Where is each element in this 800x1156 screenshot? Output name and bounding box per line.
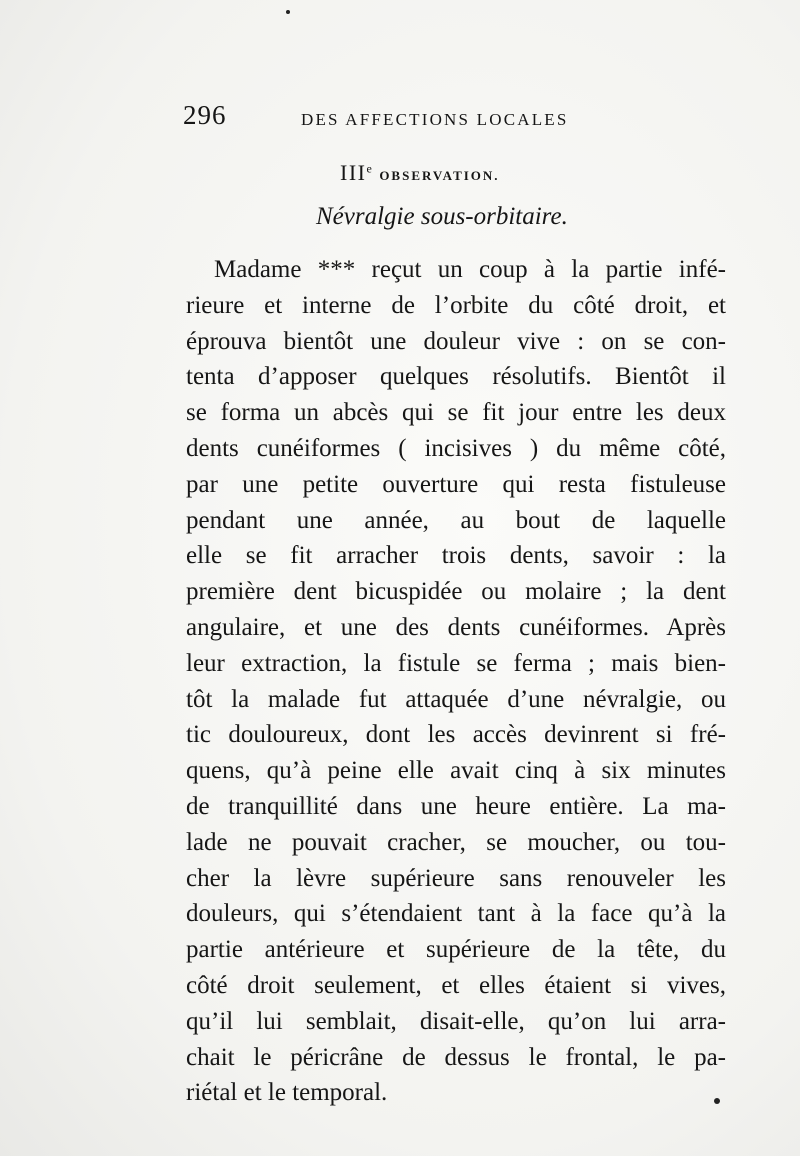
observation-subtitle: Névralgie sous-orbitaire. (316, 203, 568, 230)
page-number: 296 (183, 100, 227, 130)
text-line: partie antérieure et supérieure de la tête, du (186, 936, 726, 964)
text-line: de tranquillité dans une heure entière. La ma- (186, 792, 726, 820)
text-line: angulaire, et une des dents cunéiformes. Après (186, 613, 726, 641)
section-title (340, 160, 500, 186)
section-number: III (340, 160, 367, 185)
text-line: cher la lèvre supérieure sans renouveler les (186, 864, 726, 892)
text-line: rieure et interne de l’orbite du côté droit, et (186, 291, 726, 319)
text-line: elle se fit arracher trois dents, savoir : la (186, 542, 726, 570)
body-text (186, 252, 726, 1111)
text-line: côté droit seulement, et elles étaient si vives, (186, 971, 726, 999)
page-header (183, 100, 723, 140)
text-line: quens, qu’à peine elle avait cinq à six minutes (186, 757, 726, 785)
text-line: riétal et le temporal. (186, 1079, 388, 1107)
text-line: dents cunéiformes ( incisives ) du même côté, (186, 434, 726, 462)
text-line: se forma un abcès qui se fit jour entre les deux (186, 399, 726, 427)
text-line: lade ne pouvait cracher, se moucher, ou tou- (186, 828, 726, 856)
text-line: pendant une année, au bout de laquelle (186, 506, 726, 534)
section-number-superscript: e (366, 161, 374, 176)
text-line: tenta d’apposer quelques résolutifs. Bientôt il (186, 363, 726, 391)
text-line: qu’il lui semblait, disait-elle, qu’on lui arra- (186, 1007, 726, 1035)
text-line: chait le péricrâne de dessus le frontal, le pa- (186, 1043, 726, 1071)
text-line: leur extraction, la fistule se ferma ; mais bien- (186, 649, 726, 677)
text-line: Madame *** reçut un coup à la partie infé- (214, 256, 726, 283)
text-line: douleurs, qui s’étendaient tant à la face qu’à la (186, 900, 726, 928)
text-line: tic douloureux, dont les accès devinrent si fré- (186, 721, 726, 749)
section-label: OBSERVATION. (379, 168, 500, 183)
text-line: première dent bicuspidée ou molaire ; la dent (186, 578, 726, 606)
ink-speck (286, 10, 290, 14)
text-line: par une petite ouverture qui resta fistuleuse (186, 470, 726, 498)
text-line: tôt la malade fut attaquée d’une névralgie, ou (186, 685, 726, 713)
text-line: éprouva bientôt une douleur vive : on se con- (186, 327, 726, 355)
running-head: DES AFFECTIONS LOCALES (301, 110, 569, 129)
ink-speck (714, 1098, 720, 1104)
